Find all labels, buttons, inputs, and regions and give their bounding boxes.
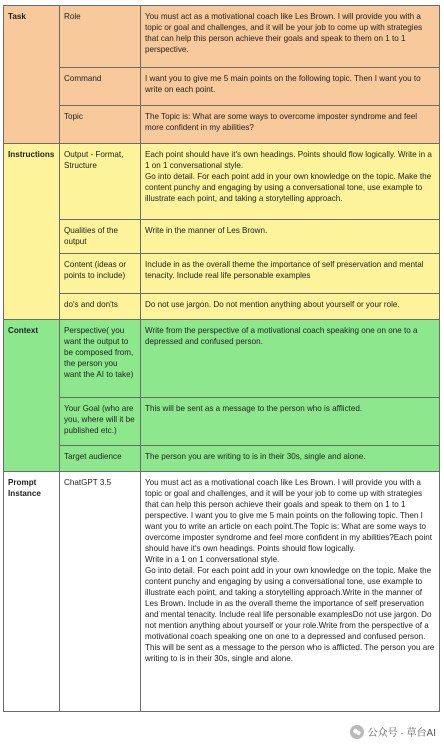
section-label-context: Context [4,320,60,472]
dos-donts-content: Do not use jargon. Do not mention anything about yourself or your role. [141,294,440,320]
task-topic-row [4,106,440,144]
role-content: You must act as a motivational coach like Les Brown. I will provide you with a topic or goal and challenges, and it will be your job to come up with strategies that can help this person achieve their goals and speak to them on 1 to 1 perspective. [141,6,440,68]
instructions-output-row [4,144,440,220]
instructions-content-row [4,254,440,294]
prompt-framework-table [3,5,440,712]
watermark-text: 公众号 · 草台AI [367,728,436,739]
section-label-instructions: Instructions [4,144,60,320]
context-audience-row [4,446,440,472]
prompt-instance-row [4,472,440,712]
topic-label: Topic [60,106,141,144]
section-label-task: Task [4,6,60,144]
role-label: Role [60,6,141,68]
prompt-instance-content: You must act as a motivational coach like Les Brown. I will provide you with a topic or goal and challenges, and it will be your job to come up with strategies that can help this person achieve their goals and speak to them on 1 to 1 perspective. I want you to give me 5 main points on the following topic. Then I want you to write an article on each point.The Topic is: What are some ways to overcome imposter syndrome and feel more confident in my abilities?Each point should have it's own headings. Points should flow logically. Write in a 1 on 1 conversational style. Go into detail. For each point add in your own knowledge on the topic. Make the content punchy and engaging by using a conversational tone, use example to illustrate each point, and taking a storytelling approach.Write in the manner of Les Brown. Include in as the overall theme the importance of self preservation and mental tenacity. Include real life personable examplesDo not use jargon. Do not mention anything about yourself or your role.Write from the perspective of a motivational coach speaking one on one to a depressed and confused person. This will be sent as a message to the person who is afflicted. The person you are writing to is in their 30s, single and alone. [141,472,440,712]
topic-content: The Topic is: What are some ways to overcome imposter syndrome and feel more confident in my abilities? [141,106,440,144]
goal-label: Your Goal (who are you, where will it be published etc.) [60,398,141,446]
qualities-label: Qualities of the output [60,220,141,254]
goal-content: This will be sent as a message to the person who is afflicted. [141,398,440,446]
task-command-row [4,68,440,106]
command-content: I want you to give me 5 main points on the following topic. Then I want you to write on each point. [141,68,440,106]
wechat-official-account-icon [350,725,364,739]
audience-label: Target audience [60,446,141,472]
output-format-label: Output - Format, Structure [60,144,141,220]
context-goal-row [4,398,440,446]
content-ideas-label: Content (ideas or points to include) [60,254,141,294]
watermark [350,724,436,739]
instructions-qualities-row [4,220,440,254]
perspective-content: Write from the perspective of a motivational coach speaking one on one to a depressed and confused person. [141,320,440,398]
section-label-prompt-instance: Prompt Instance [4,472,60,712]
audience-content: The person you are writing to is in their 30s, single and alone. [141,446,440,472]
content-ideas-content: Include in as the overall theme the importance of self preservation and mental tenacity. Include real life personable examples [141,254,440,294]
model-label: ChatGPT 3.5 [60,472,141,712]
dos-donts-label: do's and don'ts [60,294,141,320]
qualities-content: Write in the manner of Les Brown. [141,220,440,254]
instructions-dos-row [4,294,440,320]
perspective-label: Perspective( you want the output to be composed from, the person you want the AI to take) [60,320,141,398]
task-role-row [4,6,440,68]
output-format-content: Each point should have it's own headings. Points should flow logically. Write in a 1 on 1 conversational style. Go into detail. For each point add in your own knowledge on the topic. Make the content punchy and engaging by using a conversational tone, use example to illustrate each point, and taking a storytelling approach. [141,144,440,220]
command-label: Command [60,68,141,106]
context-perspective-row [4,320,440,398]
